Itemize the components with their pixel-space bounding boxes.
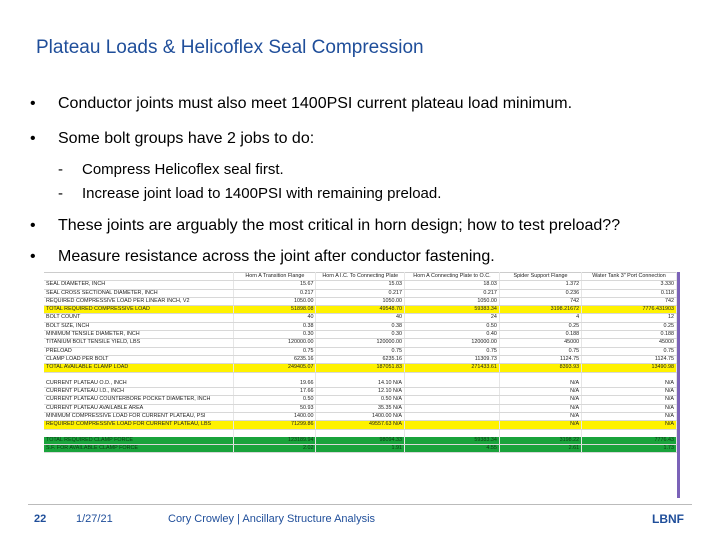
value-cell: 271433.61: [405, 364, 500, 372]
row-label-cell: TITANIUM BOLT TENSILE YIELD, LBS: [44, 339, 234, 347]
value-cell: 19.66: [234, 380, 316, 388]
value-cell: 0.38: [234, 322, 316, 330]
value-cell: 1400.00: [234, 412, 316, 420]
value-cell: 7776.431903: [582, 306, 677, 314]
value-cell: 71299.86: [234, 421, 316, 429]
value-cell: 0.188: [582, 331, 677, 339]
sub-bullet-symbol: -: [58, 185, 63, 202]
value-cell: 0.38: [316, 322, 405, 330]
value-cell: 1050.00: [234, 297, 316, 305]
value-cell: 15.03: [316, 281, 405, 289]
spreadsheet-image: [44, 272, 680, 498]
value-cell: [405, 380, 500, 388]
value-cell: 123189.94: [234, 437, 316, 445]
bullet-item: [30, 130, 314, 148]
table-row: [44, 355, 677, 363]
bullet-symbol: •: [30, 217, 36, 234]
value-cell: [405, 372, 500, 380]
value-cell: 0.75: [582, 347, 677, 355]
value-cell: 0.50 N/A: [316, 396, 405, 404]
value-cell: 11309.73: [405, 355, 500, 363]
value-cell: 0.217: [234, 289, 316, 297]
row-label-cell: TOTAL REQUIRED COMPRESSIVE LOAD: [44, 306, 234, 314]
table-row: [44, 281, 677, 289]
value-cell: 0.188: [499, 331, 581, 339]
table-row: [44, 339, 677, 347]
row-label-cell: CURRENT PLATEAU AVAILABLE AREA: [44, 404, 234, 412]
value-cell: [405, 421, 500, 429]
value-cell: 0.217: [316, 289, 405, 297]
value-cell: 0.40: [405, 331, 500, 339]
value-cell: 12: [582, 314, 677, 322]
value-cell: 98094.33: [316, 437, 405, 445]
value-cell: N/A: [499, 388, 581, 396]
table-row: [44, 322, 677, 330]
row-label-cell: PRELOAD: [44, 347, 234, 355]
row-label-cell: CURRENT PLATEAU O.D., INCH: [44, 380, 234, 388]
value-cell: [582, 372, 677, 380]
value-cell: 0.75: [405, 347, 500, 355]
table-row: [44, 404, 677, 412]
value-cell: 0.75: [499, 347, 581, 355]
header-cell: [44, 273, 234, 281]
value-cell: 1.91: [316, 445, 405, 453]
value-cell: [499, 372, 581, 380]
value-cell: 0.30: [316, 331, 405, 339]
row-label-cell: SEAL CROSS SECTIONAL DIAMETER, INCH: [44, 289, 234, 297]
value-cell: N/A: [582, 421, 677, 429]
value-cell: N/A: [582, 412, 677, 420]
slide-footer: [0, 500, 720, 540]
value-cell: [234, 372, 316, 380]
sub-bullet-item: [58, 185, 441, 202]
value-cell: 6235.16: [316, 355, 405, 363]
value-cell: [405, 412, 500, 420]
row-label-cell: BOLT COUNT: [44, 314, 234, 322]
value-cell: 1124.75: [499, 355, 581, 363]
value-cell: 51898.08: [234, 306, 316, 314]
value-cell: 49557.63 N/A: [316, 421, 405, 429]
row-label-cell: TOTAL AVAILABLE CLAMP LOAD: [44, 364, 234, 372]
value-cell: 187051.83: [316, 364, 405, 372]
row-label-cell: S.F. FOR AVAILABLE CLAMP FORCE: [44, 445, 234, 453]
value-cell: [316, 372, 405, 380]
value-cell: 7776.43: [582, 437, 677, 445]
value-cell: 59383.34: [405, 437, 500, 445]
value-cell: 742: [582, 297, 677, 305]
value-cell: 24: [405, 314, 500, 322]
table-row: [44, 388, 677, 396]
table-row: [44, 289, 677, 297]
bullet-symbol: •: [30, 95, 36, 112]
value-cell: 0.25: [582, 322, 677, 330]
value-cell: [234, 429, 316, 437]
table-row: [44, 314, 677, 322]
row-label-cell: TOTAL REQUIRED CLAMP FORCE: [44, 437, 234, 445]
header-cell: Spider Support Flange: [499, 273, 581, 281]
value-cell: N/A: [499, 380, 581, 388]
value-cell: 1124.75: [582, 355, 677, 363]
table-row: [44, 297, 677, 305]
value-cell: 1400.00 N/A: [316, 412, 405, 420]
bullet-item: [30, 95, 572, 113]
sub-bullet-item: [58, 161, 284, 178]
bullet-text: Conductor joints must also meet 1400PSI current plateau load minimum.: [58, 95, 573, 112]
footer-divider: [28, 504, 692, 505]
lbnf-logo: LBNF: [652, 512, 684, 526]
header-cell: Horn A I.C. To Connecting Plate: [316, 273, 405, 281]
table-row: [44, 396, 677, 404]
table-row: [44, 412, 677, 420]
row-label-cell: CURRENT PLATEAU COUNTERBORE POCKET DIAMETER, INCH: [44, 396, 234, 404]
value-cell: [405, 404, 500, 412]
bullet-text: Some bolt groups have 2 jobs to do:: [58, 130, 315, 147]
value-cell: 49548.70: [316, 306, 405, 314]
value-cell: N/A: [499, 421, 581, 429]
value-cell: N/A: [582, 396, 677, 404]
value-cell: 120000.00: [234, 339, 316, 347]
value-cell: 742: [499, 297, 581, 305]
row-label-cell: CLAMP LOAD PER BOLT: [44, 355, 234, 363]
bullet-item: [30, 248, 495, 266]
value-cell: 0.25: [499, 322, 581, 330]
value-cell: [405, 396, 500, 404]
row-label-cell: REQUIRED COMPRESSIVE LOAD PER LINEAR INCH, V2: [44, 297, 234, 305]
value-cell: 2.61: [499, 445, 581, 453]
table-header-row: [44, 273, 677, 281]
value-cell: 120000.00: [405, 339, 500, 347]
table-row: [44, 364, 677, 372]
header-cell: Horn A Transition Flange: [234, 273, 316, 281]
bullet-text: Measure resistance across the joint after conductor fastening.: [58, 248, 495, 265]
value-cell: N/A: [582, 404, 677, 412]
table-row: [44, 372, 677, 380]
value-cell: 0.236: [499, 289, 581, 297]
value-cell: 17.66: [234, 388, 316, 396]
footer-author: Cory Crowley | Ancillary Structure Analysis: [168, 513, 376, 525]
footer-date: 1/27/21: [76, 513, 113, 525]
row-label-cell: MINIMUM TENSILE DIAMETER, INCH: [44, 331, 234, 339]
value-cell: 120000.00: [316, 339, 405, 347]
value-cell: 45000: [582, 339, 677, 347]
value-cell: 14.10 N/A: [316, 380, 405, 388]
value-cell: 3.330: [582, 281, 677, 289]
table-row: [44, 429, 677, 437]
header-cell: Water Tank 3" Port Connection: [582, 273, 677, 281]
value-cell: 15.67: [234, 281, 316, 289]
value-cell: 0.50: [405, 322, 500, 330]
table-row: [44, 331, 677, 339]
value-cell: [316, 429, 405, 437]
sub-bullet-text: Compress Helicoflex seal first.: [82, 161, 284, 178]
calculation-table: [44, 272, 677, 453]
row-label-cell: MINIMUM COMPRESSIVE LOAD FOR CURRENT PLATEAU, PSI: [44, 412, 234, 420]
value-cell: 0.217: [405, 289, 500, 297]
slide-title: Plateau Loads & Helicoflex Seal Compression: [36, 37, 424, 58]
value-cell: 249405.07: [234, 364, 316, 372]
table-row: [44, 445, 677, 453]
value-cell: [499, 429, 581, 437]
value-cell: 0.30: [234, 331, 316, 339]
value-cell: 6235.16: [234, 355, 316, 363]
table-row: [44, 437, 677, 445]
header-cell: Horn A Connecting Plate to O.C.: [405, 273, 500, 281]
row-label-cell: [44, 372, 234, 380]
value-cell: 12.10 N/A: [316, 388, 405, 396]
value-cell: 50.93: [234, 404, 316, 412]
row-label-cell: CURRENT PLATEAU I.D., INCH: [44, 388, 234, 396]
value-cell: 40: [316, 314, 405, 322]
bullet-symbol: •: [30, 130, 36, 147]
value-cell: 0.50: [234, 396, 316, 404]
value-cell: 35.35 N/A: [316, 404, 405, 412]
value-cell: 0.75: [316, 347, 405, 355]
value-cell: 4: [499, 314, 581, 322]
sub-bullet-symbol: -: [58, 161, 63, 178]
sub-bullet-text: Increase joint load to 1400PSI with remaining preload.: [82, 185, 442, 202]
value-cell: N/A: [499, 396, 581, 404]
value-cell: [582, 429, 677, 437]
value-cell: 3198.21672: [499, 306, 581, 314]
value-cell: 8393.93: [499, 364, 581, 372]
bullet-symbol: •: [30, 248, 36, 265]
table-row: [44, 306, 677, 314]
row-label-cell: REQUIRED COMPRESSIVE LOAD FOR CURRENT PLATEAU, LBS: [44, 421, 234, 429]
table-row: [44, 380, 677, 388]
value-cell: 1.372: [499, 281, 581, 289]
row-label-cell: [44, 429, 234, 437]
table-row: [44, 421, 677, 429]
value-cell: [405, 388, 500, 396]
value-cell: 13490.98: [582, 364, 677, 372]
value-cell: 1.73: [582, 445, 677, 453]
value-cell: 45000: [499, 339, 581, 347]
value-cell: N/A: [582, 388, 677, 396]
value-cell: 40: [234, 314, 316, 322]
value-cell: N/A: [582, 380, 677, 388]
page-number: 22: [34, 513, 47, 525]
value-cell: 2.02: [234, 445, 316, 453]
value-cell: 1050.00: [316, 297, 405, 305]
value-cell: [405, 429, 500, 437]
value-cell: 3198.22: [499, 437, 581, 445]
value-cell: 1050.00: [405, 297, 500, 305]
value-cell: N/A: [499, 404, 581, 412]
value-cell: 4.55: [405, 445, 500, 453]
value-cell: 0.75: [234, 347, 316, 355]
value-cell: 0.118: [582, 289, 677, 297]
value-cell: 18.03: [405, 281, 500, 289]
row-label-cell: SEAL DIAMETER, INCH: [44, 281, 234, 289]
bullet-text: These joints are arguably the most critical in horn design; how to test preload??: [58, 217, 621, 234]
table-row: [44, 347, 677, 355]
value-cell: N/A: [499, 412, 581, 420]
bullet-item: [30, 217, 620, 235]
value-cell: 59383.34: [405, 306, 500, 314]
row-label-cell: BOLT SIZE, INCH: [44, 322, 234, 330]
